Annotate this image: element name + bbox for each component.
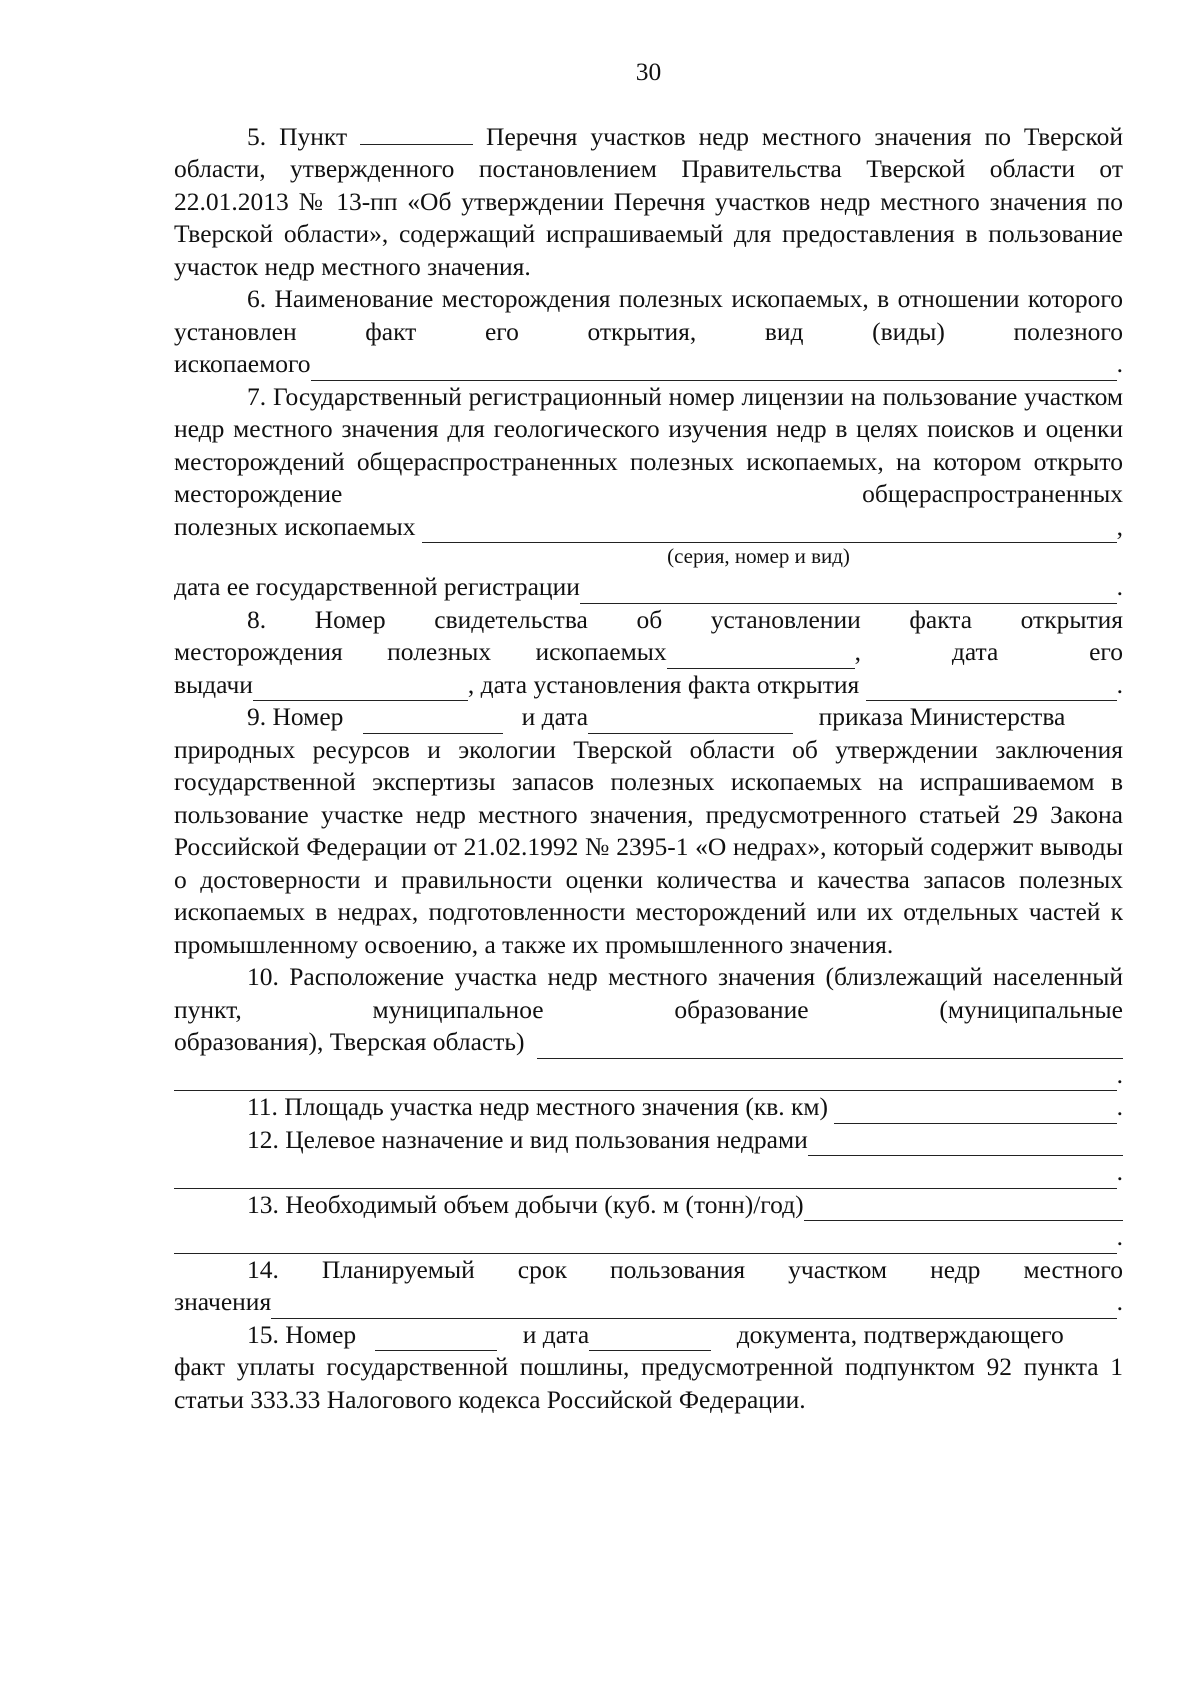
- p6-tail-row: [174, 348, 1123, 381]
- p6-blank: [311, 358, 1117, 381]
- p5-rest: Перечня участков недр местного значения по Тверской области, утвержденного постановлением Правительства Тверской области от 22.01.2013 № 13-пп «Об утверждении Перечня участков недр местного значения по Тверской области», содержащий испрашиваемый для предоставления в пользование участок недр местного значения.: [174, 121, 1123, 281]
- p7-license-blank: [422, 520, 1117, 543]
- paragraph-6: 6. Наименование месторождения полезных ископаемых, в отношении которого установлен факт его открытия, вид (виды) полезного: [174, 284, 1123, 346]
- paragraph-8: 8. Номер свидетельства об установлении факта открытия: [247, 604, 1123, 634]
- p7-caption: (серия, номер и вид): [667, 544, 850, 568]
- p15-number-blank: [375, 1328, 497, 1351]
- p8-blank-2: [253, 678, 468, 701]
- p8-blank-1: [667, 646, 855, 669]
- document-page: [174, 56, 1123, 1416]
- p8-l3b: , дата установления факта открытия: [467, 669, 860, 699]
- p13-blank-2: [174, 1231, 1117, 1254]
- p12-row2: [174, 1156, 1123, 1189]
- p15-l1a: 15. Номер: [247, 1319, 357, 1349]
- paragraph-15: факт уплаты государственной пошлины, предусмотренной подпунктом 92 пункта 1 статьи 333.33 Налогового кодекса Российской Федерации.: [174, 1352, 1123, 1414]
- p7-date-row: [174, 571, 1123, 604]
- p14-tail-row: [174, 1286, 1123, 1319]
- p8-l2a: месторождения полезных ископаемых: [174, 637, 667, 666]
- p12-row: [174, 1124, 1123, 1157]
- p6-tail: ископаемого: [174, 349, 311, 378]
- paragraph-7: 7. Государственный регистрационный номер лицензии на пользование участком недр местного значения для геологического изучения недр в целях поисков и оценки месторождений общераспространенных полезных ископаемых, на котором открыто месторождение общераспространенных: [174, 381, 1123, 508]
- paragraph-9: природных ресурсов и экологии Тверской области об утверждении заключения государственной экспертизы запасов полезных ископаемых на испрашиваемом в пользование участке недр местного значения, предусмотренного статьей 29 Закона Российской Федерации от 21.02.1992 № 2395-1 «О недрах», который содержит выводы о достоверности и правильности оценки количества и качества запасов полезных ископаемых в недрах, подготовленности месторождений или их отдельных частей к промышленному освоению, а также их промышленного значения.: [174, 734, 1123, 959]
- p9-l1a: 9. Номер: [247, 702, 344, 731]
- p8-date: дата: [951, 637, 999, 666]
- p14-blank: [271, 1296, 1116, 1319]
- p10-tail-row: [174, 1026, 1123, 1059]
- p13-end: .: [1116, 1222, 1123, 1251]
- p6-end: .: [1116, 349, 1123, 378]
- p8-l2b-wrap: [855, 636, 1123, 669]
- p15-l1c: документа, подтверждающего: [736, 1319, 1064, 1349]
- p7-end: ,: [1116, 511, 1123, 541]
- p7-date-blank: [580, 581, 1117, 604]
- p9-number-blank: [363, 711, 503, 734]
- p10-end: .: [1116, 1059, 1123, 1089]
- p5-blank: [360, 122, 473, 145]
- paragraph-10: 10. Расположение участка недр местного значения (близлежащий населенный пункт, муниципальное образование (муниципальные: [174, 962, 1123, 1024]
- p8-l3end: .: [1116, 669, 1123, 699]
- p10-tail: образования), Тверская область): [174, 1027, 525, 1056]
- p12-blank-1: [808, 1133, 1123, 1156]
- p11-text: 11. Площадь участка недр местного значения (кв. км): [247, 1092, 829, 1121]
- p10-blank-1: [537, 1036, 1123, 1059]
- p11-end: .: [1116, 1092, 1123, 1121]
- p13-blank-1: [804, 1198, 1123, 1221]
- p9-l1c: приказа Министерства: [818, 702, 1066, 731]
- p8-his: его: [1089, 637, 1123, 666]
- p7-tail-row: [174, 511, 1123, 544]
- p7-tail: полезных ископаемых: [174, 511, 416, 541]
- p15-l1b: и дата: [522, 1319, 590, 1349]
- p9-row1: [174, 701, 1123, 734]
- paragraph-14: 14. Планируемый срок пользования участком недр местного: [247, 1254, 1123, 1284]
- p10-blank-2: [174, 1068, 1117, 1091]
- p13-row2: [174, 1221, 1123, 1254]
- p9-date-blank: [588, 711, 793, 734]
- p8-blank-3: [866, 678, 1117, 701]
- p13-row: [174, 1189, 1123, 1222]
- p7-date-end: .: [1116, 572, 1123, 601]
- p14-end: .: [1116, 1287, 1123, 1316]
- p15-date-blank: [589, 1328, 711, 1351]
- p11-row: [174, 1091, 1123, 1124]
- p8-row3: [174, 669, 1123, 702]
- p11-blank: [834, 1101, 1116, 1124]
- page-number: 30: [635, 57, 662, 86]
- p5-start: 5. Пункт: [247, 121, 348, 151]
- p8-row2: [174, 636, 1123, 669]
- p9-l1b: и дата: [521, 702, 589, 731]
- p10-row2: [174, 1059, 1123, 1092]
- p13-text: 13. Необходимый объем добычи (куб. м (тонн)/год): [247, 1189, 804, 1219]
- p8-l3a: выдачи: [174, 669, 253, 699]
- p7-date-label: дата ее государственной регистрации: [174, 572, 580, 601]
- p12-text: 12. Целевое назначение и вид пользования недрами: [247, 1124, 808, 1154]
- p15-row1: [174, 1319, 1123, 1352]
- p12-blank-2: [174, 1166, 1117, 1189]
- p14-tail: значения: [174, 1287, 272, 1316]
- p8-comma: ,: [854, 637, 862, 666]
- paragraph-5: [174, 121, 1123, 284]
- p12-end: .: [1116, 1157, 1123, 1186]
